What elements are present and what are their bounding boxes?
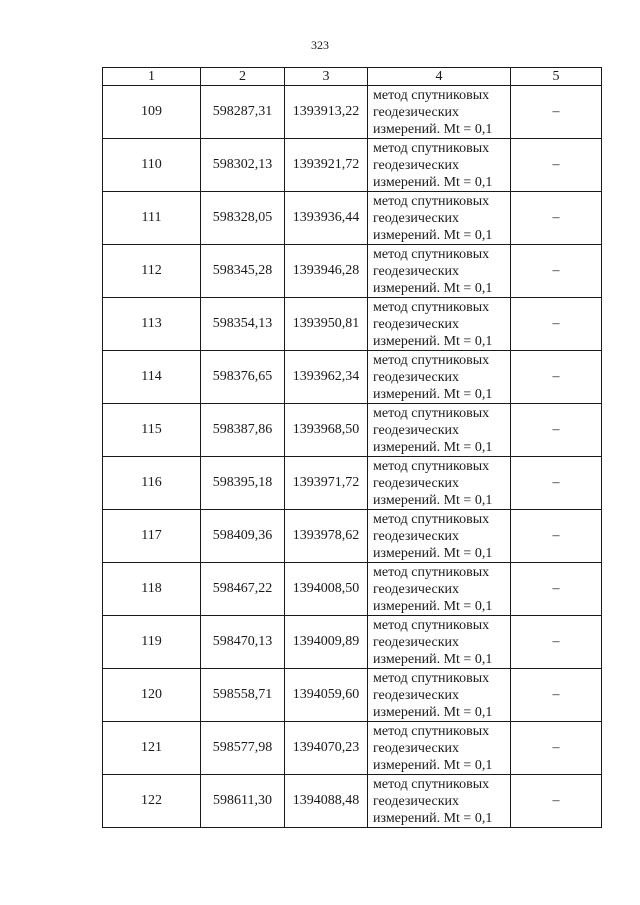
table-row [103,86,602,139]
table-row [103,669,602,722]
point-number-cell: 116 [103,457,201,510]
header-cell: 2 [201,68,285,86]
x-coordinate-cell: 598467,22 [201,563,285,616]
point-number-cell: 122 [103,775,201,828]
x-coordinate-cell: 598577,98 [201,722,285,775]
method-line: измерений. Mt = 0,1 [373,227,493,243]
table-row [103,351,602,404]
table-row [103,404,602,457]
x-coordinate-cell: 598354,13 [201,298,285,351]
note-cell: – [511,404,602,457]
method-line: измерений. Mt = 0,1 [373,174,493,190]
method-line: метод спутниковых [373,458,490,474]
note-cell: – [511,722,602,775]
x-coordinate-cell: 598387,86 [201,404,285,457]
point-number-cell: 121 [103,722,201,775]
note-cell: – [511,351,602,404]
method-line: метод спутниковых [373,511,490,527]
method-cell [368,510,511,563]
method-line: геодезических [373,210,460,226]
y-coordinate-cell: 1393936,44 [285,192,368,245]
y-coordinate-cell: 1393946,28 [285,245,368,298]
method-cell [368,722,511,775]
method-line: измерений. Mt = 0,1 [373,545,493,561]
note-cell: – [511,669,602,722]
y-coordinate-cell: 1394070,23 [285,722,368,775]
method-cell [368,245,511,298]
method-cell [368,298,511,351]
point-number-cell: 111 [103,192,201,245]
x-coordinate-cell: 598409,36 [201,510,285,563]
page-number: 323 [311,38,329,52]
method-cell [368,351,511,404]
y-coordinate-cell: 1393913,22 [285,86,368,139]
point-number-cell: 114 [103,351,201,404]
y-coordinate-cell: 1394009,89 [285,616,368,669]
method-line: геодезических [373,316,460,332]
note-cell: – [511,775,602,828]
method-line: метод спутниковых [373,87,490,103]
note-cell: – [511,139,602,192]
table-row [103,722,602,775]
y-coordinate-cell: 1393950,81 [285,298,368,351]
method-cell [368,775,511,828]
table-row [103,775,602,828]
x-coordinate-cell: 598302,13 [201,139,285,192]
x-coordinate-cell: 598345,28 [201,245,285,298]
point-number-cell: 115 [103,404,201,457]
method-line: метод спутниковых [373,405,490,421]
method-line: геодезических [373,263,460,279]
point-number-cell: 110 [103,139,201,192]
note-cell: – [511,563,602,616]
x-coordinate-cell: 598287,31 [201,86,285,139]
note-cell: – [511,86,602,139]
method-line: метод спутниковых [373,193,490,209]
method-line: измерений. Mt = 0,1 [373,651,493,667]
x-coordinate-cell: 598558,71 [201,669,285,722]
method-line: измерений. Mt = 0,1 [373,492,493,508]
x-coordinate-cell: 598328,05 [201,192,285,245]
table-row [103,192,602,245]
method-line: метод спутниковых [373,776,490,792]
y-coordinate-cell: 1393968,50 [285,404,368,457]
y-coordinate-cell: 1393921,72 [285,139,368,192]
table-row [103,563,602,616]
method-line: измерений. Mt = 0,1 [373,704,493,720]
method-line: геодезических [373,687,460,703]
point-number-cell: 117 [103,510,201,563]
method-line: измерений. Mt = 0,1 [373,121,493,137]
method-line: метод спутниковых [373,564,490,580]
table-row [103,139,602,192]
x-coordinate-cell: 598395,18 [201,457,285,510]
header-cell: 5 [511,68,602,86]
method-cell [368,616,511,669]
method-line: измерений. Mt = 0,1 [373,810,493,826]
method-line: метод спутниковых [373,299,490,315]
point-number-cell: 109 [103,86,201,139]
method-cell [368,139,511,192]
method-line: геодезических [373,104,460,120]
method-line: измерений. Mt = 0,1 [373,280,493,296]
method-line: геодезических [373,581,460,597]
header-row [103,68,602,86]
point-number-cell: 119 [103,616,201,669]
header-cell: 1 [103,68,201,86]
method-line: геодезических [373,793,460,809]
method-line: геодезических [373,740,460,756]
note-cell: – [511,510,602,563]
method-cell [368,192,511,245]
method-line: измерений. Mt = 0,1 [373,333,493,349]
method-line: геодезических [373,369,460,385]
y-coordinate-cell: 1393971,72 [285,457,368,510]
method-line: геодезических [373,634,460,650]
method-line: геодезических [373,528,460,544]
method-cell [368,404,511,457]
table-row [103,510,602,563]
method-line: геодезических [373,475,460,491]
y-coordinate-cell: 1393962,34 [285,351,368,404]
header-cell: 4 [368,68,511,86]
note-cell: – [511,616,602,669]
note-cell: – [511,192,602,245]
table-row [103,616,602,669]
method-cell [368,86,511,139]
method-line: измерений. Mt = 0,1 [373,757,493,773]
method-line: метод спутниковых [373,246,490,262]
table-row [103,245,602,298]
y-coordinate-cell: 1393978,62 [285,510,368,563]
method-cell [368,669,511,722]
x-coordinate-cell: 598470,13 [201,616,285,669]
y-coordinate-cell: 1394088,48 [285,775,368,828]
method-line: метод спутниковых [373,140,490,156]
x-coordinate-cell: 598376,65 [201,351,285,404]
point-number-cell: 112 [103,245,201,298]
point-number-cell: 118 [103,563,201,616]
method-line: измерений. Mt = 0,1 [373,439,493,455]
note-cell: – [511,245,602,298]
note-cell: – [511,298,602,351]
coordinates-table [102,67,602,828]
note-cell: – [511,457,602,510]
y-coordinate-cell: 1394008,50 [285,563,368,616]
point-number-cell: 113 [103,298,201,351]
method-cell [368,563,511,616]
method-line: метод спутниковых [373,352,490,368]
table-body [103,86,602,828]
header-cell: 3 [285,68,368,86]
table-row [103,298,602,351]
method-line: метод спутниковых [373,723,490,739]
y-coordinate-cell: 1394059,60 [285,669,368,722]
table-row [103,457,602,510]
method-line: измерений. Mt = 0,1 [373,386,493,402]
method-cell [368,457,511,510]
method-line: метод спутниковых [373,670,490,686]
method-line: геодезических [373,422,460,438]
point-number-cell: 120 [103,669,201,722]
method-line: геодезических [373,157,460,173]
method-line: метод спутниковых [373,617,490,633]
x-coordinate-cell: 598611,30 [201,775,285,828]
method-line: измерений. Mt = 0,1 [373,598,493,614]
